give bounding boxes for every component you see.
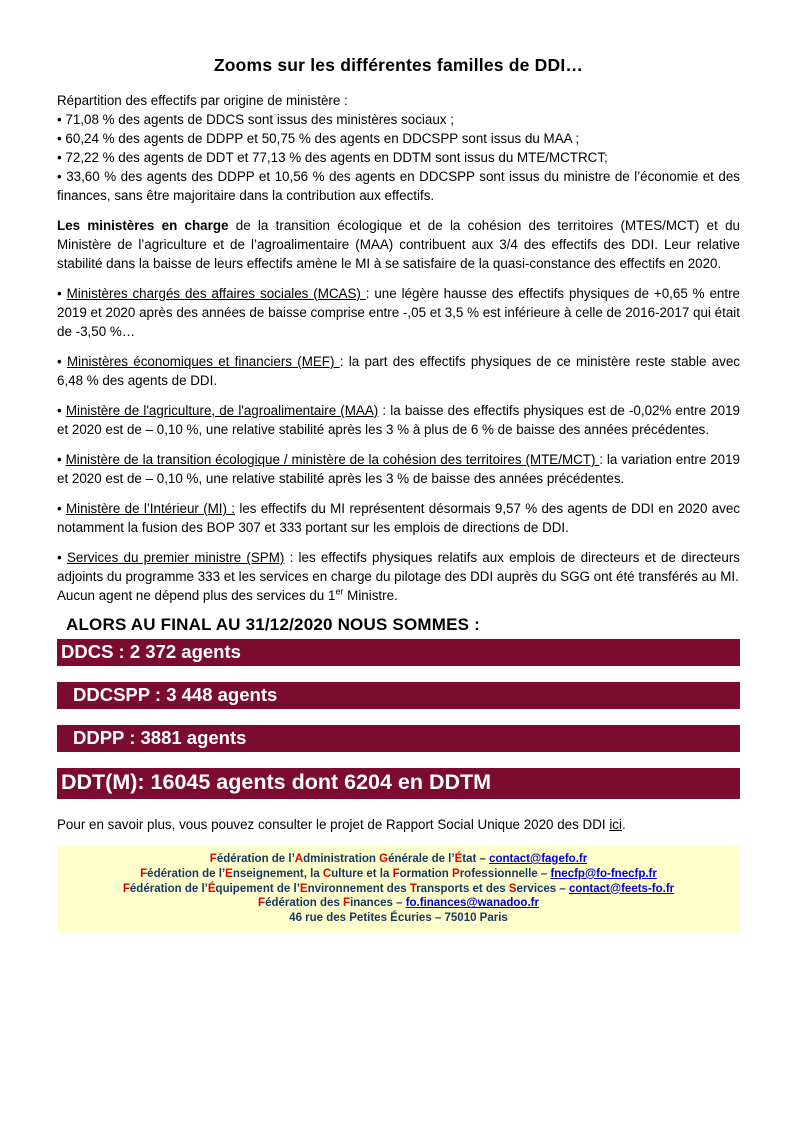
banner-label: DDCS : 2 372 agents (61, 641, 241, 662)
paragraph-spm (57, 548, 740, 586)
banner-ddcspp (57, 682, 740, 709)
ici-link[interactable]: ici (609, 817, 622, 832)
bullet-marker: • (57, 501, 66, 516)
bullet-marker: • (57, 169, 67, 184)
intro-bullet-item (57, 148, 740, 167)
footer-line: Fédération de l’Administration Générale de l’État – contact@fagefo.fr (209, 853, 588, 865)
intro-lead: Répartition des effectifs par origine de ministère : (57, 93, 348, 108)
email-link[interactable]: fnecfp@fo-fnecfp.fr (550, 867, 657, 880)
paragraph-mcas (57, 284, 740, 341)
bullet-marker: • (57, 286, 67, 301)
red-initial: S (508, 882, 517, 895)
paragraph-text: Pour en savoir plus, vous pouvez consulter le projet de Rapport Social Unique 2020 des DDI (57, 817, 610, 832)
email-link[interactable]: contact@fagefo.fr (489, 853, 588, 865)
paragraph-maa (57, 401, 740, 439)
superscript-er: er (335, 586, 344, 597)
footer-line: 46 rue des Petites Écuries – 75010 Paris (289, 912, 508, 925)
red-initial: É (207, 882, 216, 895)
red-initial: F (209, 853, 217, 865)
banner-ddtm (57, 768, 740, 799)
paragraph-text: : la baisse des effectifs physiques est de -0,02% entre 2019 et 2020 est de – 0,10 %, une relative stabilité après les 3 % à plus de 6 % de baisse des années précédentes. (57, 403, 740, 437)
paragraph-text: de la transition écologique et de la cohésion des territoires (MTES/MCT) et du Ministère de l’agriculture et de l’agroalimentaire (MAA) contribuent aux 3/4 des effectifs des DDI. Leur relative stabilité dans la baisse de leurs effectifs amène le MI à se satisfaire de la quasi-constance des effectifs en 2020. (57, 218, 740, 271)
bullet-marker: • (57, 131, 66, 146)
red-initial: É (454, 853, 463, 865)
bullet-marker: • (57, 150, 66, 165)
banner-label: DDT(M): 16045 agents dont 6204 en DDTM (61, 770, 492, 794)
spm-extra-line (57, 586, 740, 605)
ministry-heading: Ministères chargés des affaires sociales (MCAS) (66, 286, 366, 301)
bullet-marker: • (57, 452, 66, 467)
intro-bullet-text: 60,24 % des agents de DDPP et 50,75 % des agents en DDCSPP sont issus du MAA ; (65, 131, 580, 146)
paragraph-text: Ministre. (343, 588, 398, 603)
intro-bullet-item (57, 110, 740, 129)
ministry-heading: Ministère de la transition écologique / ministère de la cohésion des territoires (MTE/MCT) (65, 452, 600, 467)
more-info-line (57, 815, 740, 834)
red-initial: F (343, 897, 351, 910)
final-heading: ALORS AU FINAL AU 31/12/2020 NOUS SOMMES : (66, 615, 480, 634)
page-title: Zooms sur les différentes familles de DDI… (213, 55, 584, 75)
banner-label: DDCSPP : 3 448 agents (73, 684, 278, 705)
footer-line: Fédération de l’Équipement de l’Environnement des Transports et des Services – contact@feets-fo.fr (122, 882, 675, 895)
email-link[interactable]: fo.finances@wanadoo.fr (405, 897, 539, 910)
intro-bullet-text: 71,08 % des agents de DDCS sont issus des ministères sociaux ; (65, 112, 454, 127)
red-initial: P (452, 867, 460, 880)
intro-section (57, 91, 740, 205)
banner-ddcs (57, 639, 740, 666)
ministry-heading: Ministère de l'agriculture, de l'agroalimentaire (MAA) (65, 403, 379, 418)
red-initial: F (258, 897, 266, 910)
banner-label: DDPP : 3881 agents (73, 727, 247, 748)
intro-bullet-item (57, 167, 740, 205)
ministry-heading: Services du premier ministre (SPM) (66, 550, 285, 565)
ministry-heading: Ministères économiques et financiers (MEF) (66, 354, 340, 369)
paragraph-text: : les effectifs physiques relatifs aux emplois de directeurs et de directeurs adjoints du programme 333 et les services en charge du pilotage des DDI auprès du SGG ont été transférés au MI. (57, 550, 740, 584)
paragraph-text: les effectifs du MI représentent désormais 9,57 % des agents de DDI en 2020 avec notamment la fusion des BOP 307 et 333 portant sur les emplois de directions de DDI. (57, 501, 740, 535)
red-initial: F (122, 882, 130, 895)
bold-lead: Les ministères en charge (57, 218, 229, 233)
paragraph-mi (57, 499, 740, 537)
paragraph-mte-mct (57, 450, 740, 488)
paragraph-text: Aucun agent ne dépend plus des services du 1 (57, 588, 336, 603)
paragraph-text: : une légère hausse des effectifs physiques de +0,65 % entre 2019 et 2020 après des années de baisse comprise entre -,05 et 3,5 % est inférieure à celle de 2016-2017 qui était de -3,50 %… (57, 286, 740, 339)
red-initial: E (225, 867, 233, 880)
paragraph-text: . (621, 817, 626, 832)
footer-box (57, 846, 740, 933)
footer-line: Fédération des Finances – fo.finances@wanadoo.fr (258, 897, 539, 910)
red-initial: C (322, 867, 332, 880)
bullet-marker: • (57, 550, 67, 565)
red-initial: G (379, 853, 389, 865)
paragraph-mef (57, 352, 740, 390)
red-initial: F (140, 867, 148, 880)
intro-bullet-text: 33,60 % des agents des DDPP et 10,56 % des agents en DDCSPP sont issus du ministre de l’économie et des finances, sans être majoritaire dans la contribution aux effectifs. (57, 169, 740, 203)
bullet-marker: • (57, 403, 66, 418)
ministry-heading: Ministère de l’Intérieur (MI) : (66, 501, 236, 516)
paragraph-ministeres-en-charge (57, 216, 740, 273)
footer-line: Fédération de l’Enseignement, la Culture et la Formation Professionnelle – fnecfp@fo-fnecfp.fr (140, 867, 657, 880)
email-link[interactable]: contact@feets-fo.fr (568, 882, 675, 895)
paragraph-text: : la variation entre 2019 et 2020 est de – 0,10 %, une relative stabilité après les 3 % de baisse des années précédentes. (57, 452, 740, 486)
bullet-marker: • (57, 112, 66, 127)
bullet-marker: • (57, 354, 67, 369)
red-initial: A (294, 853, 304, 865)
banner-ddpp (57, 725, 740, 752)
intro-bullet-item (57, 129, 740, 148)
red-initial: T (409, 882, 417, 895)
intro-bullet-text: 72,22 % des agents de DDT et 77,13 % des agents en DDTM sont issus du MTE/MCTRCT; (65, 150, 608, 165)
red-initial: F (392, 867, 400, 880)
red-initial: E (299, 882, 308, 895)
paragraph-text: : la part des effectifs physiques de ce ministère reste stable avec 6,48 % des agents de DDI. (57, 354, 740, 388)
